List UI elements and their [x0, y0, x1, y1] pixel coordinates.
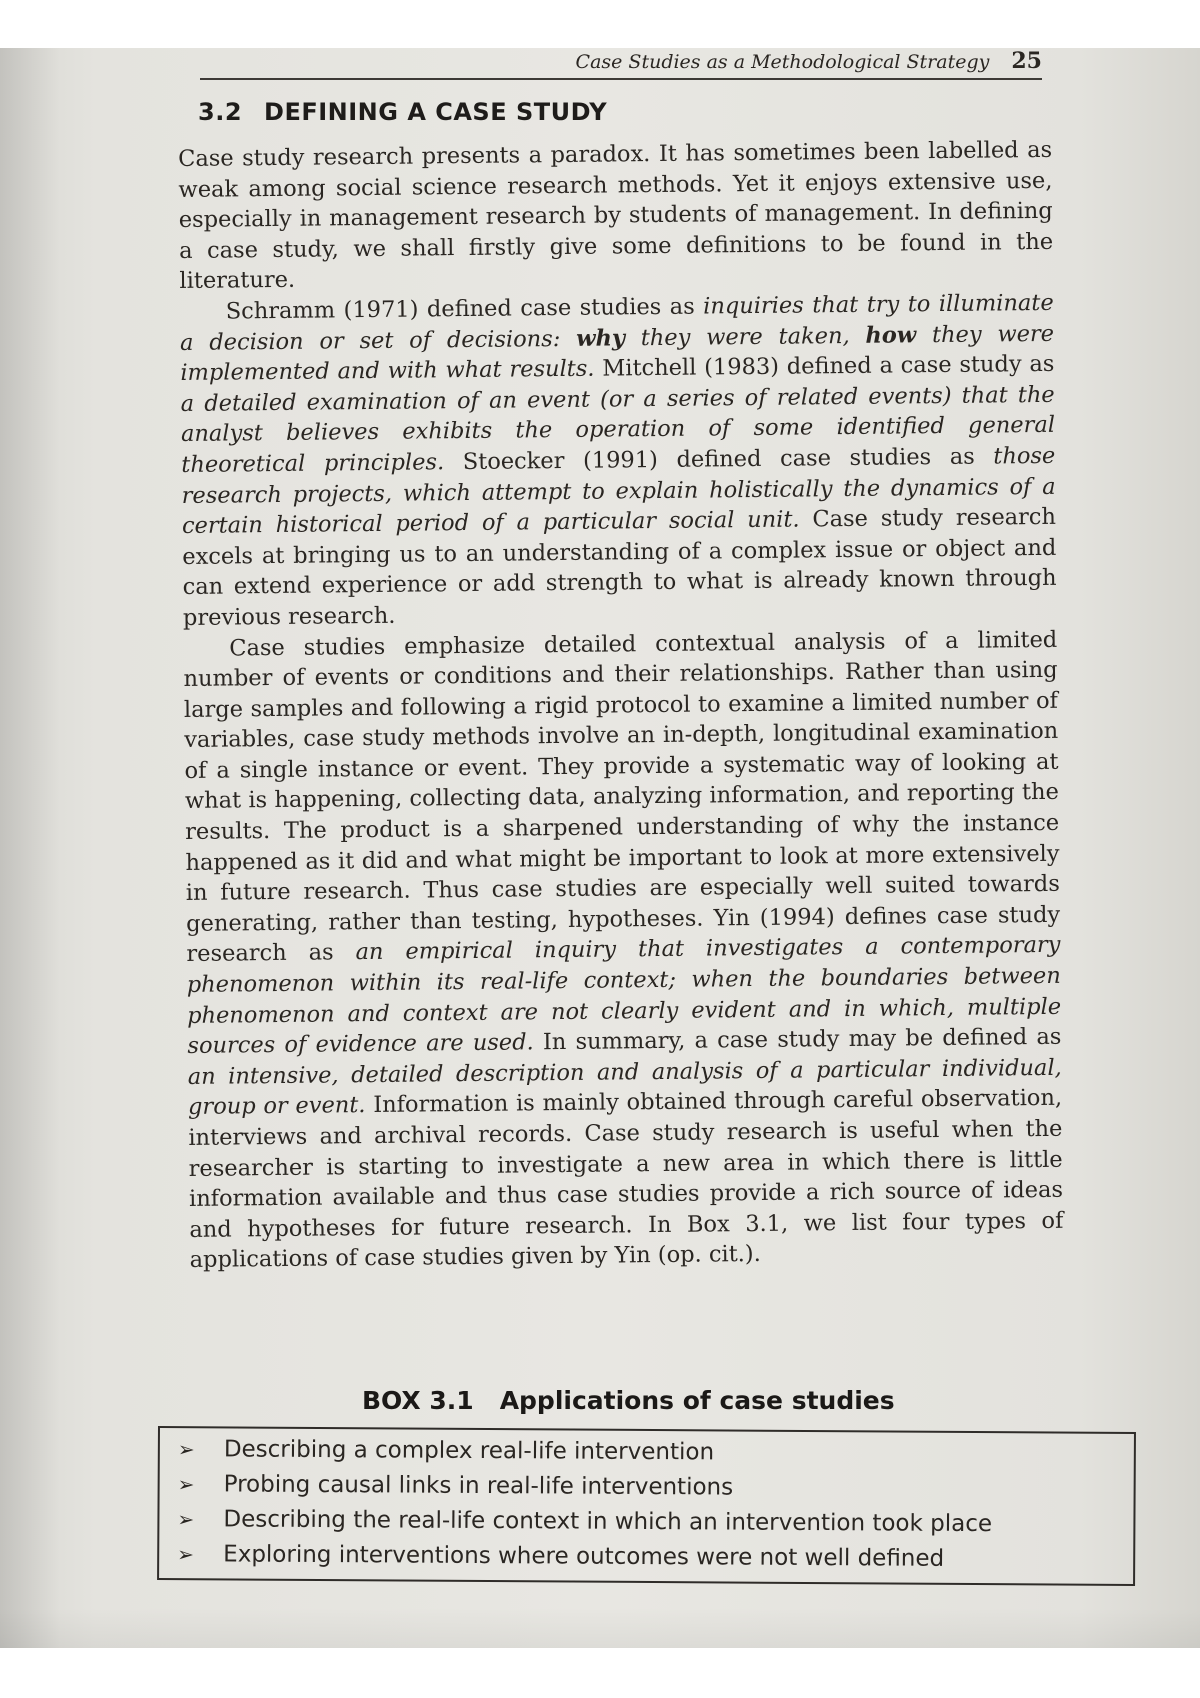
- box-list-item-text: Probing causal links in real-life interventions: [223, 1471, 734, 1501]
- text-run: Mitchell (1983) defined a case study as: [594, 350, 1055, 382]
- text-run: Stoecker (1991) defined case studies as: [444, 443, 994, 476]
- text-run: Information is mainly obtained through careful observation, interviews and archival records. Case study research is useful when the researcher is starting to investigate a new area in which there is little information available and thus case studies provide a rich source of ideas and hypotheses for future research. In Box 3.1, we list four types of applications of case studies given by Yin (op. cit.).: [188, 1085, 1064, 1274]
- body-text: [178, 135, 1064, 1276]
- page-gutter-shadow: [0, 48, 60, 1648]
- box-list-item-text: Exploring interventions where outcomes were not well defined: [223, 1541, 945, 1572]
- emphasis-italic: a detailed examination of an event (or a series of related events) that the analyst believes exhibits the operation of some identified general theoretical principles.: [180, 381, 1056, 478]
- box-title: Applications of case studies: [499, 1386, 895, 1415]
- emphasis-bold: how: [865, 321, 917, 349]
- paragraph: [178, 135, 1054, 297]
- text-run: Case studies emphasize detailed contextual analysis of a limited number of events or conditions and their relationships. Rather than using large samples and following a rigid protocol to examine a limited number of variables, case study methods involve an in-depth, longitudinal examination of a single instance or event. They provide a systematic way of looking at what is happening, collecting data, analyzing information, and reporting the results. The product is a sharpened understanding of why the instance happened as it did and what might be important to look at more extensively in future research. Thus case studies are especially well suited towards generating, rather than testing, hypotheses. Yin (1994) defines case study research as: [183, 626, 1061, 968]
- arrow-bullet-icon: ➢: [177, 1507, 195, 1532]
- text-run: In summary, a case study may be defined as: [533, 1024, 1062, 1056]
- emphasis-italic: they were taken,: [624, 322, 866, 351]
- paragraph: [183, 624, 1064, 1276]
- arrow-bullet-icon: ➢: [177, 1542, 195, 1567]
- arrow-bullet-icon: ➢: [177, 1437, 195, 1462]
- text-run: Case study research presents a paradox. It has sometimes been labelled as weak among social science research methods. Yet it enjoys extensive use, especially in management research by students of management. In defining a case study, we shall firstly give some definitions to be found in the literature.: [178, 136, 1054, 295]
- box-list-item: [178, 1432, 1134, 1473]
- emphasis-italic: those research projects, which attempt to explain holistically the dynamics of a certain historical period of a particular social unit.: [181, 442, 1056, 540]
- section-heading: [198, 98, 607, 126]
- page-bottom-shadow: [0, 1608, 1200, 1648]
- emphasis-italic: inquiries that try to illuminate a decision or set of decisions:: [179, 289, 1054, 356]
- running-head-title: Case Studies as a Methodological Strategy: [575, 51, 990, 73]
- text-run: Schramm (1971) defined case studies as: [225, 293, 704, 325]
- emphasis-bold: why: [576, 324, 626, 352]
- emphasis-italic: an empirical inquiry that investigates a contemporary phenomenon within its real-life context; when the boundaries between phenomenon and context are not clearly evident and in which, multiple sources of evidence are used.: [186, 932, 1062, 1060]
- arrow-bullet-icon: ➢: [177, 1472, 195, 1497]
- paragraph: [180, 288, 1057, 634]
- box-label: BOX 3.1: [362, 1386, 474, 1415]
- section-number: 3.2: [198, 98, 243, 126]
- box-frame: [157, 1426, 1136, 1586]
- book-page: [0, 48, 1200, 1648]
- box-heading: [362, 1386, 895, 1415]
- box-list-item-text: Describing a complex real-life intervention: [223, 1436, 715, 1466]
- box-list-item: [177, 1502, 1133, 1543]
- running-head: [200, 48, 1042, 80]
- box-list-item: [177, 1537, 1133, 1578]
- box-list-item-text: Describing the real-life context in which an intervention took place: [223, 1506, 993, 1538]
- section-title: DEFINING A CASE STUDY: [264, 98, 608, 126]
- box-list: [159, 1428, 1134, 1578]
- text-run: Case study research excels at bringing us to an understanding of a complex issue or object and can extend experience or add strength to what is already known through previous research.: [182, 503, 1057, 631]
- emphasis-italic: they were implemented and with what results.: [180, 320, 1055, 387]
- box-list-item: [178, 1467, 1134, 1508]
- emphasis-italic: an intensive, detailed description and analysis of a particular individual, group or event.: [187, 1054, 1062, 1121]
- page-number: 25: [1011, 48, 1042, 74]
